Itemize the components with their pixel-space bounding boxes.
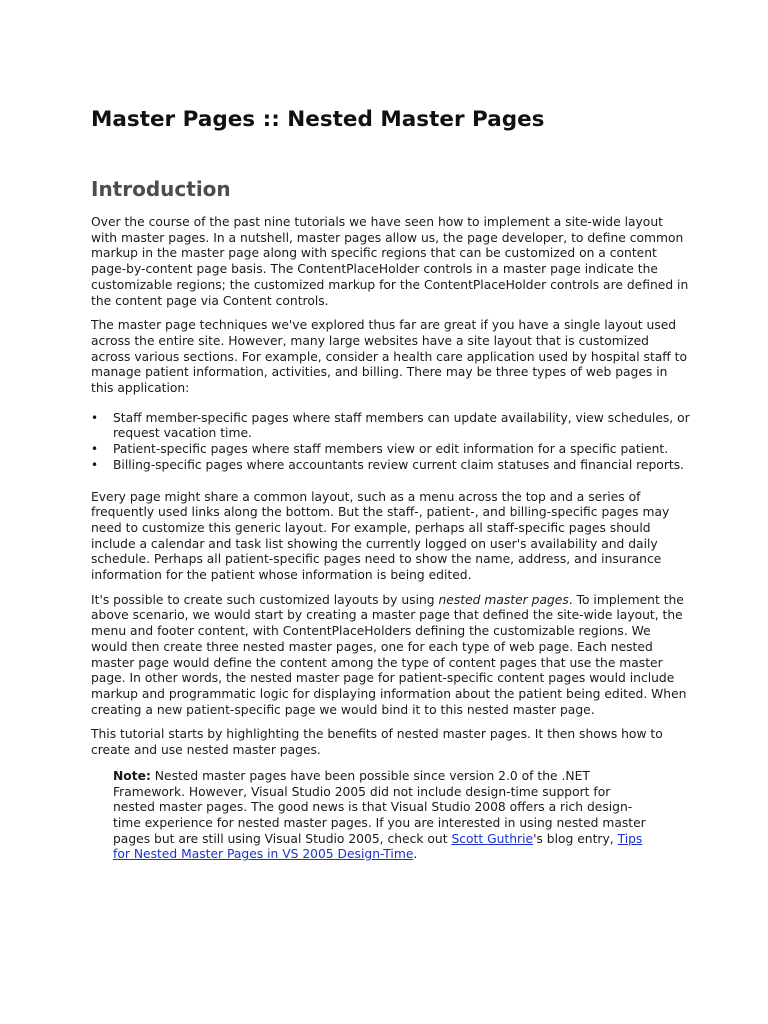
note-text: . <box>413 847 418 862</box>
paragraph-text: . To implement the above scenario, we would start by creating a master page that defined the site-wide layout, the menu and footer content, with ContentPlaceHolders defining the customizable regions. We would then create three nested master pages, one for each type of web page. Each nested master page would define the content among the type of content pages that use the master page. In other words, the nested master page for patient-specific content pages would include markup and programmatic logic for displaying information about the patient being edited. When creating a new patient-specific page we would bind it to this nested master page. <box>91 592 687 717</box>
note-block <box>113 769 653 863</box>
note-text: Nested master pages have been possible since version 2.0 of the .NET Framework. However, Visual Studio 2005 did not include design-time support for nested master pages. The good news is that Visual Studio 2008 offers a rich design-time experience for nested master pages. If you are interested in using nested master pages but are still using Visual Studio 2005, check out <box>113 768 646 846</box>
tips-nested-master-pages-link[interactable]: Tips for Nested Master Pages in VS 2005 Design-Time <box>113 831 643 862</box>
list-item: • Billing-specific pages where accountants review current claim statuses and financial reports. <box>91 458 691 474</box>
document-body <box>91 104 691 863</box>
intro-paragraph-4 <box>91 593 691 719</box>
paragraph-text: It's possible to create such customized layouts by using <box>91 592 439 607</box>
page-types-list <box>91 411 691 474</box>
section-heading-introduction: Introduction <box>91 177 231 201</box>
intro-paragraph-2: The master page techniques we've explored thus far are great if you have a single layout used across the entire site. However, many large websites have a site layout that is customized across various sections. For example, consider a health care application used by hospital staff to manage patient information, activities, and billing. There may be three types of web pages in this application: <box>91 318 688 396</box>
note-text: 's blog entry, <box>533 831 618 846</box>
intro-paragraph-3: Every page might share a common layout, such as a menu across the top and a series of frequently used links along the bottom. But the staff-, patient-, and billing-specific pages may need to customize this generic layout. For example, perhaps all staff-specific pages should include a calendar and task list showing the currently logged on user's availability and daily schedule. Perhaps all patient-specific pages need to show the name, address, and insurance information for the patient whose information is being edited. <box>91 489 670 583</box>
intro-paragraph-5: This tutorial starts by highlighting the benefits of nested master pages. It then shows how to create and use nested master pages. <box>91 727 663 758</box>
page-title: Master Pages :: Nested Master Pages <box>91 107 545 132</box>
scott-guthrie-link[interactable]: Scott Guthrie <box>451 831 534 846</box>
emphasis-nested-master-pages: nested master pages <box>438 592 569 607</box>
list-item: • Staff member-specific pages where staff members can update availability, view schedules, or request vacation time. <box>91 411 691 442</box>
list-item: • Patient-specific pages where staff members view or edit information for a specific patient. <box>91 442 691 458</box>
note-label: Note: <box>113 768 151 783</box>
intro-paragraph-1: Over the course of the past nine tutorials we have seen how to implement a site-wide layout with master pages. In a nutshell, master pages allow us, the page developer, to define common markup in the master page along with specific regions that can be customized on a content page-by-content page basis. The ContentPlaceHolder controls in a master page indicate the customizable regions; the customized markup for the ContentPlaceHolder controls are defined in the content page via Content controls. <box>91 215 689 308</box>
